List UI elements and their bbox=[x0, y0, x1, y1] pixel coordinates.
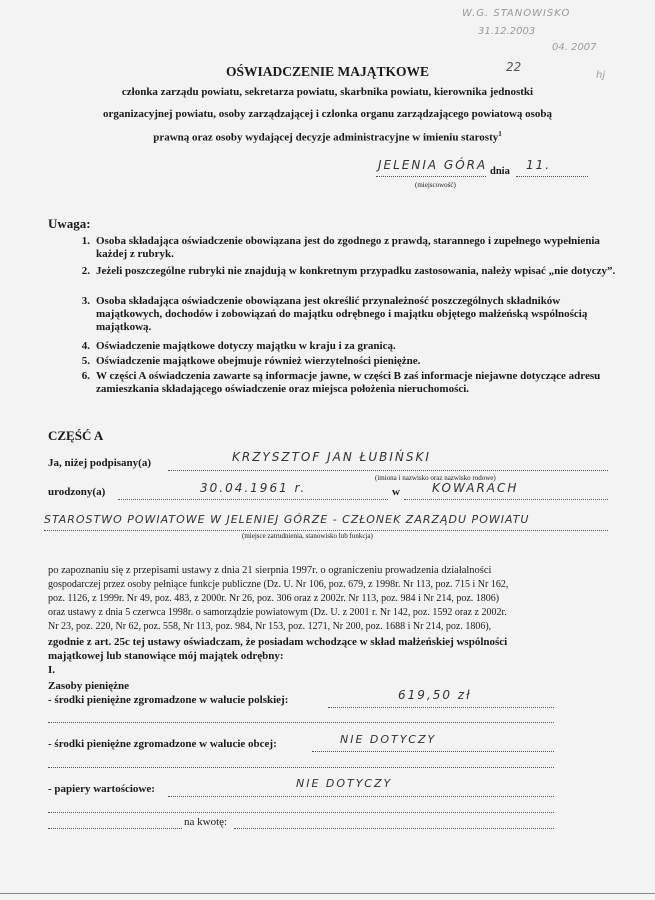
part-a-heading: CZĘŚĆ A bbox=[48, 428, 104, 443]
remark-text: Osoba składająca oświadczenie obowiązana jest określić przynależność poszczególnych składników majątkowych, dochodów i zobowiązań do majątku odrębnego i majątku objętego małżeńską wspólnością majątkową. bbox=[96, 295, 588, 333]
securities-handwritten: NIE DOTYCZY bbox=[296, 777, 393, 790]
blank-dotted-line bbox=[48, 767, 554, 768]
born-label: urodzony(a) bbox=[48, 486, 106, 498]
remarks-heading: Uwaga: bbox=[48, 216, 91, 231]
remark-text: Jeżeli poszczególne rubryki nie znajdują w konkretnym przypadku zastosowania, należy wpisać „nie dotyczy”. bbox=[96, 265, 616, 277]
place-handwritten: JELENIA GÓRA bbox=[378, 158, 488, 172]
date-label: dnia bbox=[490, 166, 510, 177]
securities-dotted-line bbox=[168, 796, 554, 797]
place-dotted-line bbox=[376, 176, 486, 177]
born-place-dotted-line bbox=[404, 499, 608, 500]
remark-text: Osoba składająca oświadczenie obowiązana jest do zgodnego z prawdą, starannego i zupełnego wypełnienia każdej z rubryk. bbox=[96, 235, 600, 260]
blank-dotted-line bbox=[48, 812, 554, 813]
legal-line-3: poz. 1126, z 1999r. Nr 49, poz. 483, z 2000r. Nr 26, poz. 306 oraz z 2002r. Nr 113, poz. 984 i Nr 214, poz. 1806) bbox=[48, 593, 500, 604]
stamp-initials: hj bbox=[596, 70, 606, 81]
remark-number: 6. bbox=[81, 370, 90, 382]
remark-number: 2. bbox=[81, 265, 90, 277]
legal-line-6: zgodnie z art. 25c tej ustawy oświadczam, że posiadam wchodzące w skład małżeńskiej wspólności bbox=[48, 636, 508, 648]
securities-label: - papiery wartościowe: bbox=[48, 783, 155, 795]
subtitle-line-1: członka zarządu powiatu, sekretarza powiatu, skarbnika powiatu, kierownika jednostki bbox=[121, 86, 534, 98]
remark-text: W części A oświadczenia zawarte są informacje jawne, w części B zaś informacje niejawne dotyczące adresu zamieszkania składającego oświadczenie oraz miejsca położenia nieruchomości. bbox=[96, 370, 601, 395]
signer-label: Ja, niżej podpisany(a) bbox=[48, 457, 151, 469]
amount-dotted-line bbox=[48, 828, 182, 829]
place-caption: (miejscowość) bbox=[415, 181, 456, 189]
remark-number: 1. bbox=[81, 235, 90, 247]
legal-line-1: po zapoznaniu się z przepisami ustawy z dnia 21 sierpnia 1997r. o ograniczeniu prowadzenia działalności bbox=[48, 565, 492, 576]
document-title: OŚWIADCZENIE MAJĄTKOWE bbox=[226, 64, 429, 79]
cash-heading: Zasoby pieniężne bbox=[48, 680, 129, 692]
amount-label: na kwotę: bbox=[184, 816, 228, 828]
foreign-label: - środki pieniężne zgromadzone w walucie obcej: bbox=[48, 738, 277, 750]
employment-dotted-line bbox=[44, 530, 608, 531]
remark-text: Oświadczenie majątkowe dotyczy majątku w kraju i za granicą. bbox=[96, 340, 396, 352]
born-date-handwritten: 30.04.1961 r. bbox=[200, 481, 307, 495]
subtitle-line-3 bbox=[0, 130, 655, 144]
signer-dotted-line bbox=[168, 470, 608, 471]
remark-number: 5. bbox=[81, 355, 90, 367]
legal-line-5: Nr 23, poz. 220, Nr 62, poz. 558, Nr 113, poz. 984, Nr 153, poz. 1271, Nr 200, poz. 1688 i Nr 214, poz. 1806), bbox=[48, 621, 492, 632]
legal-line-7: majątkowej lub stanowiące mój majątek odrębny: bbox=[48, 650, 284, 662]
stamp-line-1: W.G. STANOWISKO bbox=[462, 8, 571, 19]
blank-dotted-line bbox=[48, 722, 554, 723]
born-w-label: w bbox=[392, 486, 400, 498]
foreign-handwritten: NIE DOTYCZY bbox=[340, 733, 437, 746]
scan-bottom-edge bbox=[0, 893, 655, 894]
pln-handwritten: 619,50 zł bbox=[398, 688, 472, 702]
legal-line-4: oraz ustawy z dnia 5 czerwca 1998r. o samorządzie powiatowym (Dz. U. z 2001 r. Nr 142, poz. 1592 oraz z 2002r. bbox=[48, 607, 507, 618]
pln-dotted-line bbox=[328, 707, 554, 708]
stamp-line-2: 31.12.2003 bbox=[478, 26, 536, 37]
subtitle-line-2: organizacyjnej powiatu, osoby zarządzającej i członka organu zarządzającego powiatową osobą bbox=[102, 108, 553, 120]
remark-number: 4. bbox=[81, 340, 90, 352]
born-date-dotted-line bbox=[118, 499, 388, 500]
date-handwritten: 11. bbox=[526, 158, 552, 172]
employment-caption: (miejsce zatrudnienia, stanowisko lub funkcja) bbox=[242, 532, 373, 540]
footnote-mark: 1 bbox=[498, 130, 502, 138]
stamp-number: 22 bbox=[506, 60, 522, 74]
born-place-handwritten: KOWARACH bbox=[432, 481, 519, 495]
date-dotted-line bbox=[516, 176, 588, 177]
remark-number: 3. bbox=[81, 295, 90, 307]
pln-label: - środki pieniężne zgromadzone w walucie polskiej: bbox=[48, 694, 289, 706]
signer-handwritten: KRZYSZTOF JAN ŁUBIŃSKI bbox=[232, 450, 431, 464]
stamp-line-3: 04. 2007 bbox=[552, 42, 597, 53]
remark-text: Oświadczenie majątkowe obejmuje również wierzytelności pieniężne. bbox=[96, 355, 421, 367]
section-number: I. bbox=[48, 664, 56, 676]
signer-caption: (imiona i nazwisko oraz nazwisko rodowe) bbox=[375, 474, 496, 482]
subtitle-line-3-text: prawną oraz osoby wydającej decyzje administracyjne w imieniu starosty bbox=[153, 131, 499, 144]
legal-line-2: gospodarczej przez osoby pełniące funkcje publiczne (Dz. U. Nr 106, poz. 679, z 1998r. Nr 113, poz. 715 i Nr 162, bbox=[48, 579, 509, 590]
amount-value-dotted-line bbox=[234, 828, 554, 829]
foreign-dotted-line bbox=[312, 751, 554, 752]
employment-handwritten: STAROSTWO POWIATOWE W JELENIEJ GÓRZE - CZŁONEK ZARZĄDU POWIATU bbox=[44, 513, 530, 526]
